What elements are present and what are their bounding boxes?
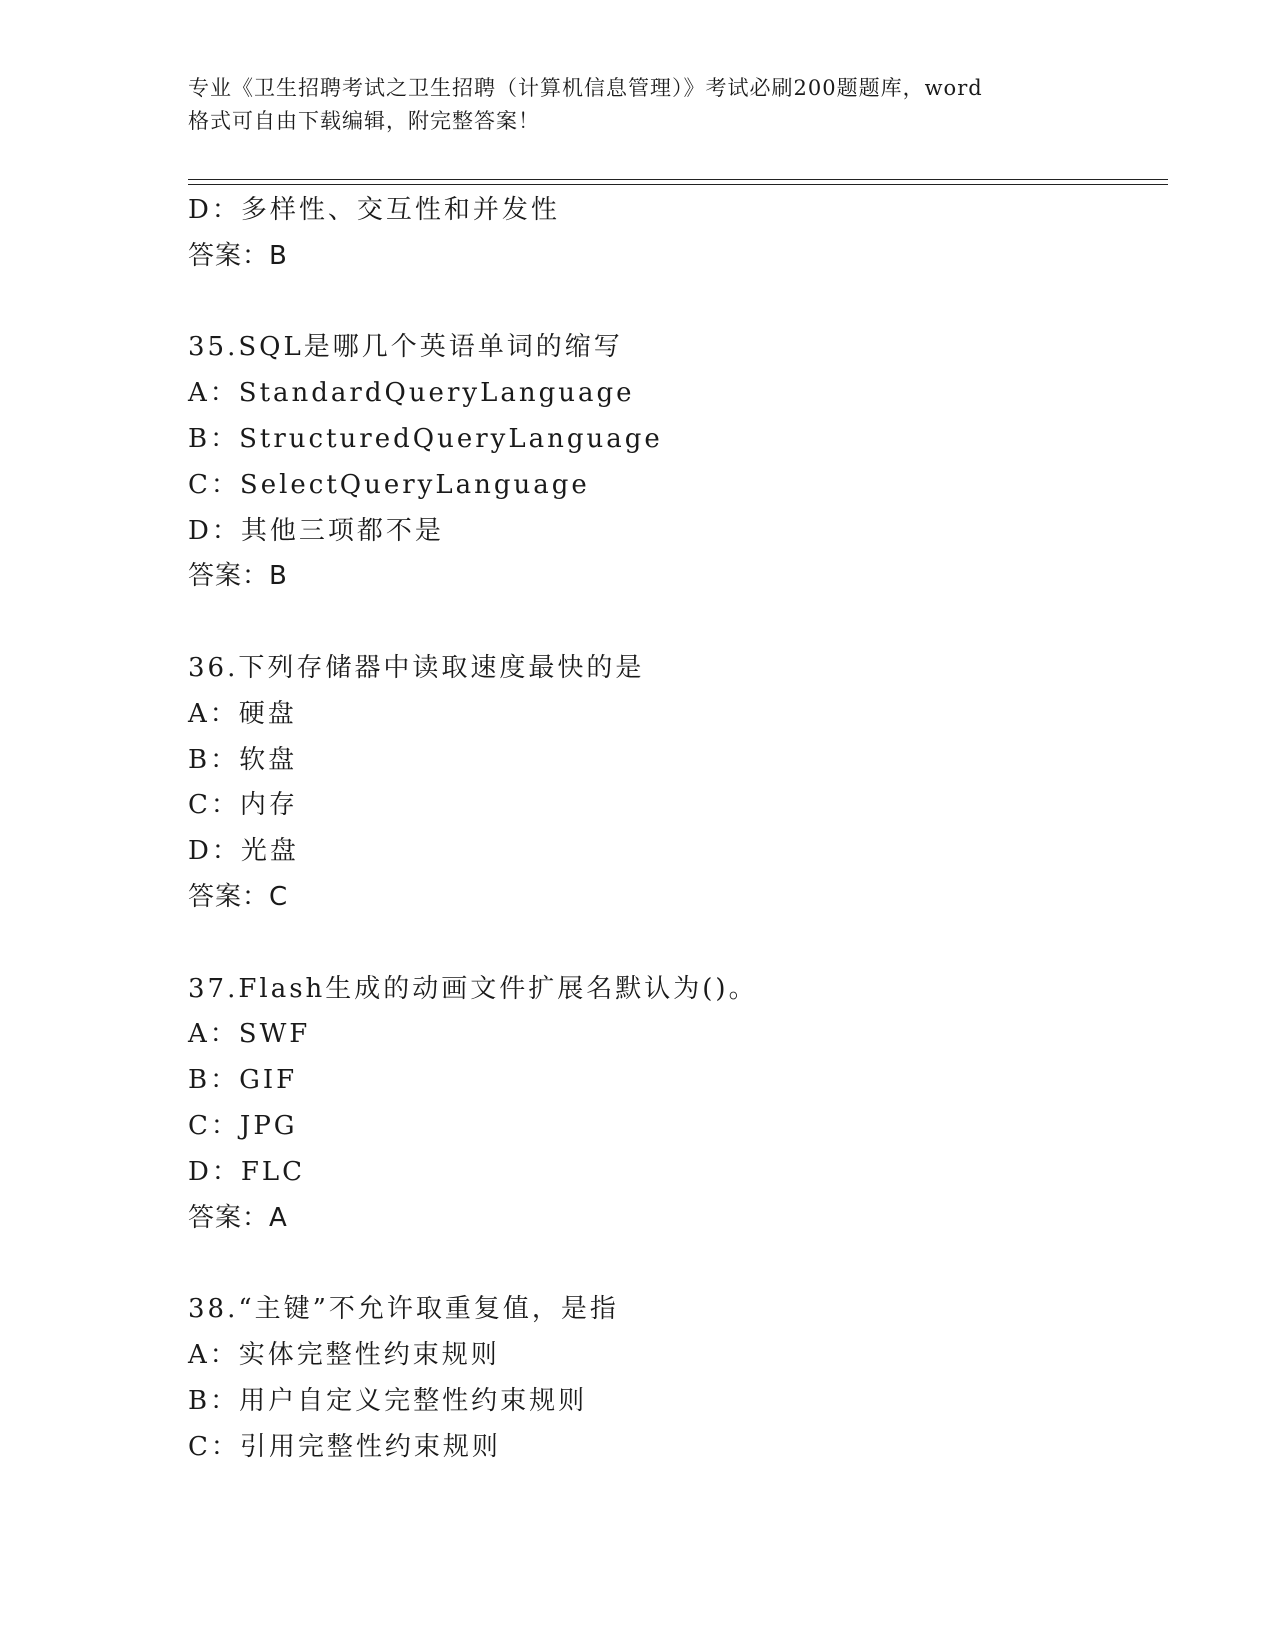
- option-a: A：StandardQueryLanguage: [188, 378, 635, 409]
- question-stem: 37.Flash生成的动画文件扩展名默认为()。: [188, 973, 758, 1004]
- option-a: A：实体完整性约束规则: [188, 1339, 500, 1370]
- question-35: [188, 325, 1168, 600]
- option-a: A：SWF: [188, 1019, 311, 1050]
- header-line-1: 专业《卫生招聘考试之卫生招聘（计算机信息管理）》考试必刷200题题库，word: [188, 76, 983, 100]
- document-header: [188, 72, 1088, 138]
- option-b: B：GIF: [188, 1065, 298, 1096]
- question-38: [188, 1287, 1168, 1470]
- answer-line: 答案：B: [188, 561, 288, 592]
- header-divider: [188, 179, 1168, 185]
- answer-line: 答案：A: [188, 1202, 288, 1233]
- question-37: [188, 967, 1168, 1242]
- answer-line: 答案：B: [188, 240, 288, 271]
- answer-line: 答案：C: [188, 881, 289, 912]
- question-list: [188, 188, 1168, 1470]
- option-c: C：SelectQueryLanguage: [188, 469, 590, 500]
- question-stem: 36.下列存储器中读取速度最快的是: [188, 652, 645, 683]
- question-fragment: [188, 188, 1168, 280]
- option-c: C：JPG: [188, 1110, 298, 1141]
- option-b: B：StructuredQueryLanguage: [188, 423, 663, 454]
- option-c: C：引用完整性约束规则: [188, 1431, 501, 1462]
- option-d: D：光盘: [188, 836, 299, 867]
- question-36: [188, 646, 1168, 921]
- option-d: D：多样性、交互性和并发性: [188, 195, 560, 225]
- question-stem: 35.SQL是哪几个英语单词的缩写: [188, 332, 623, 363]
- question-stem: 38.“主键”不允许取重复值，是指: [188, 1294, 619, 1325]
- header-line-2: 格式可自由下载编辑，附完整答案！: [188, 109, 540, 133]
- option-c: C：内存: [188, 790, 298, 821]
- option-d: D：FLC: [188, 1156, 306, 1187]
- option-b: B：用户自定义完整性约束规则: [188, 1385, 588, 1416]
- option-a: A：硬盘: [188, 698, 297, 729]
- option-b: B：软盘: [188, 744, 298, 775]
- option-d: D：其他三项都不是: [188, 515, 444, 546]
